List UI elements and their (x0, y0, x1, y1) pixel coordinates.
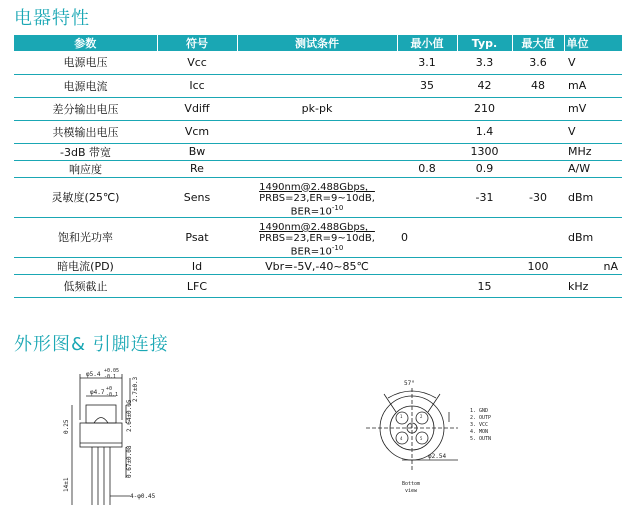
condition-line-2: PRBS=23,ER=9~10dB, $BER=10^{-10}$ (259, 232, 375, 258)
bottom-view-label: Bottom (402, 481, 421, 487)
condition-line-1: 1490nm@2.488Gbps， (259, 221, 375, 233)
dim-label: φ4.7 (90, 389, 105, 396)
cell-typ: 42 (457, 74, 512, 97)
condition-line-2: PRBS=23,ER=9~10dB, $BER=10^{-10}$ (259, 192, 375, 217)
pin-number: 5 (420, 436, 423, 441)
cell-symbol: Sens (157, 177, 237, 217)
cell-typ (457, 258, 512, 275)
cell-symbol: Vcc (157, 51, 237, 74)
header-typ: Typ. (457, 35, 512, 51)
table-row (14, 120, 622, 143)
cell-condition (237, 177, 397, 217)
cell-max (512, 97, 564, 120)
cell-typ: -31 (457, 177, 512, 217)
cell-unit: MHz (564, 143, 622, 160)
cell-param: 暗电流(PD) (14, 258, 157, 275)
spec-table (14, 35, 622, 298)
dim-tolerance: -0.1 (106, 392, 119, 398)
cell-condition (237, 51, 397, 74)
cell-min (397, 258, 457, 275)
cell-condition: Vbr=-5V,-40~85℃ (237, 258, 397, 275)
cell-condition (237, 120, 397, 143)
pin-number: 2 (420, 414, 423, 419)
cell-symbol: Vdiff (157, 97, 237, 120)
cell-symbol: Re (157, 160, 237, 177)
cell-max (512, 217, 564, 257)
table-row (14, 177, 622, 217)
pin-number: 1 (400, 414, 403, 419)
cell-typ: 0.9 (457, 160, 512, 177)
side-view-drawing (63, 368, 156, 505)
angle-label: 57° (404, 380, 415, 387)
table-row (14, 97, 622, 120)
cell-unit: dBm (564, 177, 622, 217)
cell-min (397, 275, 457, 298)
table-row (14, 258, 622, 275)
cap-body (86, 405, 116, 423)
cell-param: 灵敏度(25℃) (14, 177, 157, 217)
bottom-view-label: view (405, 488, 418, 494)
ber-exponent: -10 (331, 203, 344, 212)
cell-symbol: Psat (157, 217, 237, 257)
cell-unit: V (564, 120, 622, 143)
cell-param: 差分输出电压 (14, 97, 157, 120)
cell-min (397, 120, 457, 143)
cell-condition: pk-pk (237, 97, 397, 120)
cell-max: -30 (512, 177, 564, 217)
header-param: 参数 (14, 35, 157, 51)
cell-unit: dBm (564, 217, 622, 257)
section-title-outline: 外形图& 引脚连接 (14, 334, 169, 355)
cell-typ: 1.4 (457, 120, 512, 143)
cell-typ (457, 217, 512, 257)
table-row (14, 217, 622, 257)
header-condition: 测试条件 (237, 35, 397, 51)
cell-symbol: Vcm (157, 120, 237, 143)
cell-param: 电源电压 (14, 51, 157, 74)
pin-legend: 5. OUTN (470, 436, 492, 442)
dim-tolerance: -0.1 (104, 374, 117, 380)
cell-unit: mA (564, 74, 622, 97)
pin-legend: 4. MON (470, 429, 489, 435)
cell-condition (237, 74, 397, 97)
cell-min (397, 143, 457, 160)
cell-typ: 15 (457, 275, 512, 298)
cell-symbol: Bw (157, 143, 237, 160)
cell-param: 响应度 (14, 160, 157, 177)
cell-symbol: Id (157, 258, 237, 275)
cell-min: 3.1 (397, 51, 457, 74)
cell-param: 共模输出电压 (14, 120, 157, 143)
table-row (14, 275, 622, 298)
condition-line-1: 1490nm@2.488Gbps， (259, 181, 375, 193)
pin-legend: 3. VCC (470, 422, 489, 428)
section-title-electrical: 电器特性 (14, 8, 90, 29)
dim-label: 0.25 (63, 419, 70, 434)
cell-max (512, 120, 564, 143)
cell-param: 饱和光功率 (14, 217, 157, 257)
pin-legend: 2. OUTP (470, 415, 492, 421)
cell-symbol: Icc (157, 74, 237, 97)
cell-max: 48 (512, 74, 564, 97)
dim-label: 4-φ0.45 (130, 493, 156, 500)
header-unit: 单位 (564, 35, 622, 51)
pin-legend: 1. GND (470, 408, 489, 414)
cell-unit: V (564, 51, 622, 74)
dim-label: φ5.4 (86, 371, 101, 378)
dim-label: 14±1 (63, 477, 70, 492)
lens (94, 418, 108, 424)
cell-symbol: LFC (157, 275, 237, 298)
cell-condition (237, 217, 397, 257)
cell-max (512, 275, 564, 298)
outline-drawings (0, 360, 635, 510)
header-min: 最小值 (397, 35, 457, 51)
cell-param: 电源电流 (14, 74, 157, 97)
dim-label: 2.7±0.3 (132, 376, 139, 402)
table-row (14, 74, 622, 97)
table-row (14, 143, 622, 160)
dim-tolerance: +0.05 (104, 368, 120, 374)
dim-label: 0.67±0.08 (126, 445, 133, 478)
cell-max: 100 (512, 258, 564, 275)
cell-max (512, 143, 564, 160)
cell-min: 0 (397, 217, 457, 257)
header-symbol: 符号 (157, 35, 237, 51)
cell-typ: 3.3 (457, 51, 512, 74)
ber-exponent: -10 (331, 243, 344, 252)
table-header-row (14, 35, 622, 51)
dim-label: 2.64±0.05 (126, 399, 133, 432)
cell-unit: kHz (564, 275, 622, 298)
cell-condition (237, 143, 397, 160)
cell-max: 3.6 (512, 51, 564, 74)
cell-condition (237, 160, 397, 177)
cell-param: -3dB 带宽 (14, 143, 157, 160)
cell-condition (237, 275, 397, 298)
bottom-view-drawing (366, 380, 491, 494)
cell-unit: mV (564, 97, 622, 120)
cell-typ: 210 (457, 97, 512, 120)
cell-min: 0.8 (397, 160, 457, 177)
table-row (14, 160, 622, 177)
pitch-label: φ2.54 (428, 453, 447, 460)
table-row (14, 51, 622, 74)
pin-number: 3 (410, 424, 413, 429)
cell-min: 35 (397, 74, 457, 97)
cell-param: 低频截止 (14, 275, 157, 298)
dim-tolerance: +0 (106, 386, 113, 392)
cell-unit: A/W (564, 160, 622, 177)
header-max: 最大值 (512, 35, 564, 51)
cell-min (397, 177, 457, 217)
cell-max (512, 160, 564, 177)
cell-min (397, 97, 457, 120)
cell-typ: 1300 (457, 143, 512, 160)
pin-number: 4 (400, 436, 403, 441)
cell-unit: nA (564, 258, 622, 275)
